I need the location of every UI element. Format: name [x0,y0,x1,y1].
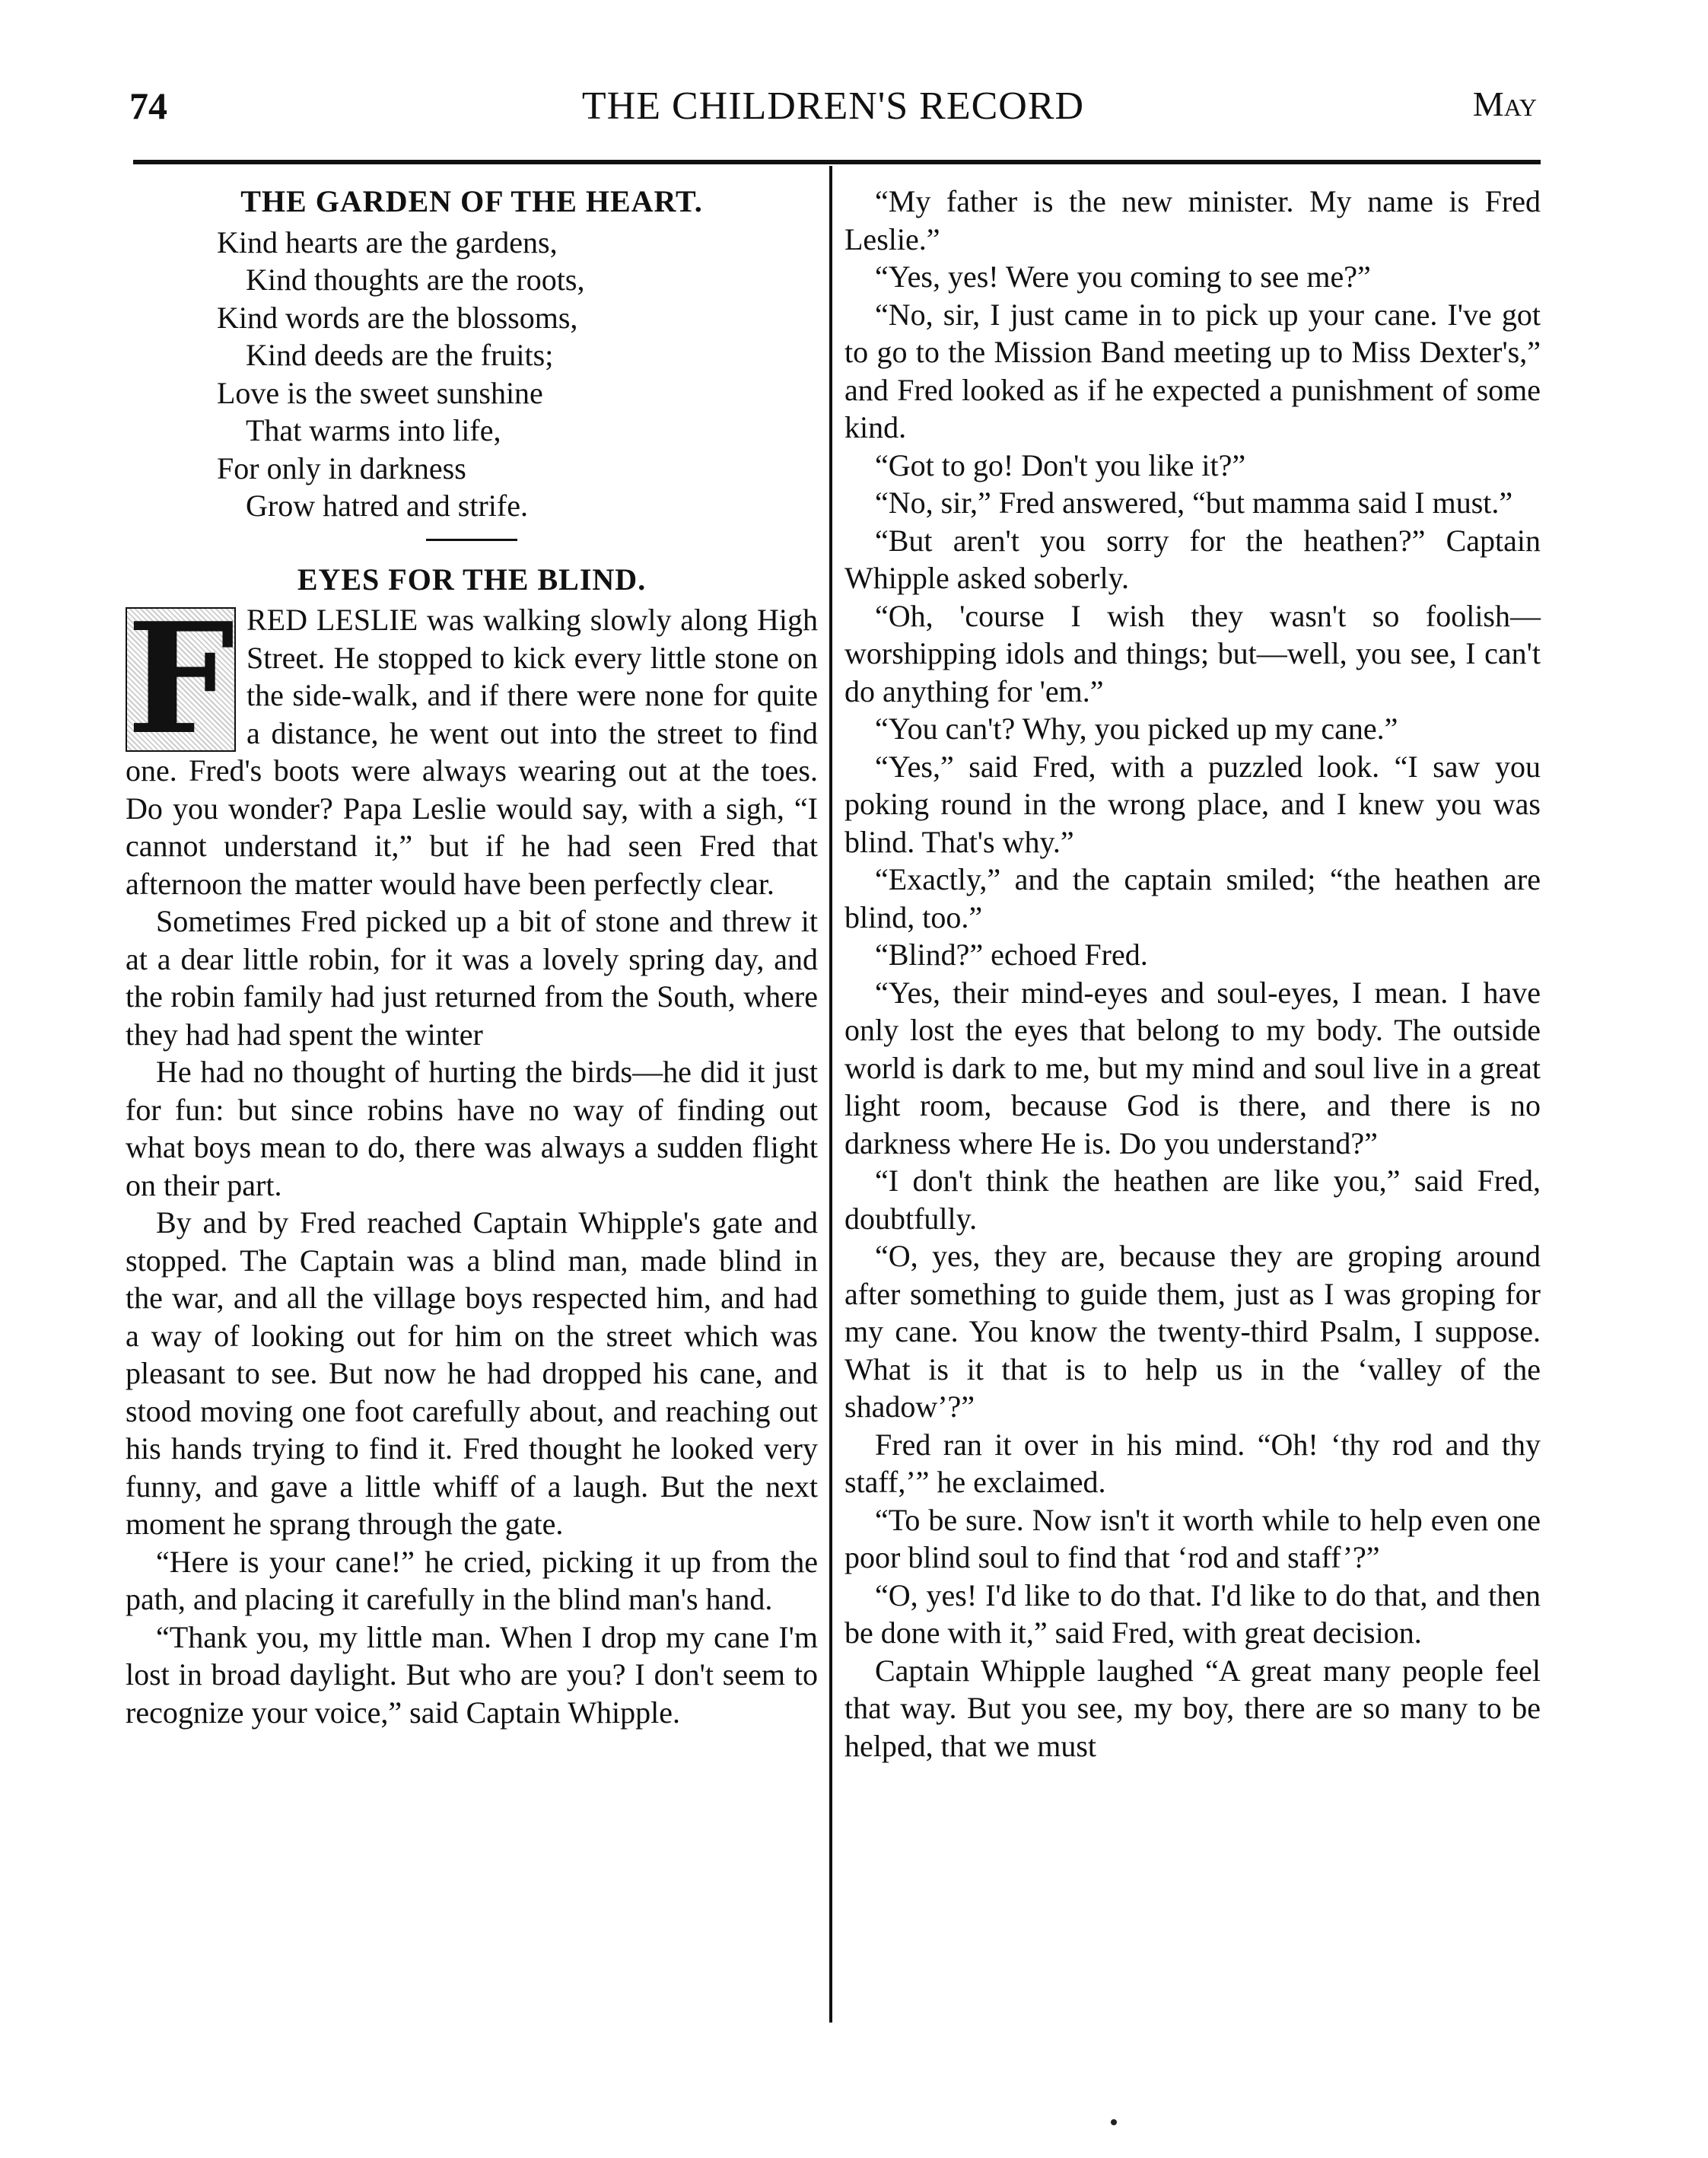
issue-month: May [1472,84,1537,123]
poem-line: For only in darkness [217,450,466,485]
story-paragraph: Fred ran it over in his mind. “Oh! ‘thy rod and thy staff,’” he exclaimed. [844,1427,1541,1499]
journal-title: THE CHILDREN'S RECORD [581,84,1085,128]
poem-line: Kind hearts are the gardens, [217,224,558,259]
story-paragraph: “Blind?” echoed Fred. [875,937,1148,972]
page-header [129,84,1537,129]
story-paragraph: “No, sir,” Fred answered, “but mamma said I must.” [875,485,1513,520]
drop-cap-initial: F [126,590,235,769]
story-paragraph: “Here is your cane!” he cried, picking it up from the path, and placing it carefully in the blind man's hand. [126,1544,818,1616]
story-paragraph-text: RED LESLIE was walking slowly along High Street. He stopped to kick every little stone on the side-walk, and if there were none for quite a distance, he went out into the street to find one. Fred's boots were always wearing out at the toes. Do you wonder? Papa Leslie would say, with a sigh, “I cannot understand it,” but if he had seen Fred that afternoon the matter would have been perfectly clear. [126,603,818,901]
story-paragraph: “O, yes! I'd like to do that. I'd like to do that, and then be done with it,” said Fred, with great decision. [844,1577,1541,1650]
poem-body [217,224,818,525]
story-paragraph: He had no thought of hurting the birds—he did it just for fun: but since robins have no way of finding out what boys mean to do, there was always a sudden flight on their part. [126,1055,818,1202]
story-paragraph: “Yes, yes! Were you coming to see me?” [875,259,1371,294]
story-paragraph: “Exactly,” and the captain smiled; “the heathen are blind, too.” [844,862,1541,934]
poem-line: Kind deeds are the fruits; [246,338,554,372]
story-paragraph: “But aren't you sorry for the heathen?” Captain Whipple asked soberly. [844,523,1541,595]
poem-line: That warms into life, [246,413,501,447]
story-paragraph: “Got to go! Don't you like it?” [875,447,1246,482]
poem-line: Love is the sweet sunshine [217,375,543,410]
left-column [126,183,818,1731]
story-paragraph: “I don't think the heathen are like you,” said Fred, doubtfully. [844,1163,1541,1236]
column-divider [829,166,832,2023]
right-column [844,183,1541,1765]
story-paragraph: Sometimes Fred picked up a bit of stone and threw it at a dear little robin, for it was a lovely spring day, and the robin family had just returned from the South, where they had had spent the winter [126,904,818,1052]
poem-line: Kind thoughts are the roots, [246,263,585,297]
story-paragraph: “Yes,” said Fred, with a puzzled look. “I saw you poking round in the wrong place, and I knew you was blind. That's why.” [844,749,1541,859]
poem-title: THE GARDEN OF THE HEART. [240,184,703,218]
story-paragraph: “Oh, 'course I wish they wasn't so foolish—worshipping idols and things; but—well, you see, I can't do anything for 'em.” [844,598,1541,708]
print-mark [1111,2119,1117,2125]
story-paragraph: “Yes, their mind-eyes and soul-eyes, I mean. I have only lost the eyes that belong to my body. The outside world is dark to me, but my mind and soul live in a great light room, because God is there, and there is no darkness where He is. Do you understand?” [844,975,1541,1160]
story-paragraph: “You can't? Why, you picked up my cane.” [875,711,1398,746]
poem-line: Kind words are the blossoms, [217,300,578,335]
poem-line: Grow hatred and strife. [246,489,528,523]
story-paragraph: “No, sir, I just came in to pick up your cane. I've got to go to the Mission Band meeting up to Miss Dexter's,” and Fred looked as if he expected a punishment of some kind. [844,297,1541,444]
story-paragraph: “Thank you, my little man. When I drop my cane I'm lost in broad daylight. But who are you? I don't seem to recognize your voice,” said Captain Whipple. [126,1619,818,1730]
page-number: 74 [129,84,167,127]
story-paragraph: “O, yes, they are, because they are groping around after something to guide them, just as I was groping for my cane. You know the twenty-third Psalm, I suppose. What is it that is to help us in the ‘valley of the shadow’?” [844,1239,1541,1424]
story-paragraph [126,590,818,902]
story-paragraph: By and by Fred reached Captain Whipple's gate and stopped. The Captain was a blind man, made blind in the war, and all the village boys respected him, and had a way of looking out for him on the street which was pleasant to see. But now he had dropped his cane, and stood moving one foot carefully about, and reaching out his hands trying to find it. Fred thought he looked very funny, and gave a little whiff of a laugh. But the next moment he sprang through the gate. [126,1205,818,1541]
story-paragraph: Captain Whipple laughed “A great many people feel that way. But you see, my boy, there are so many to be helped, that we must [844,1653,1541,1763]
story-paragraph: “To be sure. Now isn't it worth while to help even one poor blind soul to find that ‘rod and staff’?” [844,1502,1541,1574]
section-divider [426,539,517,541]
story-paragraph: “My father is the new minister. My name is Fred Leslie.” [844,184,1541,256]
header-rule [133,160,1541,164]
story-title: EYES FOR THE BLIND. [297,562,647,597]
